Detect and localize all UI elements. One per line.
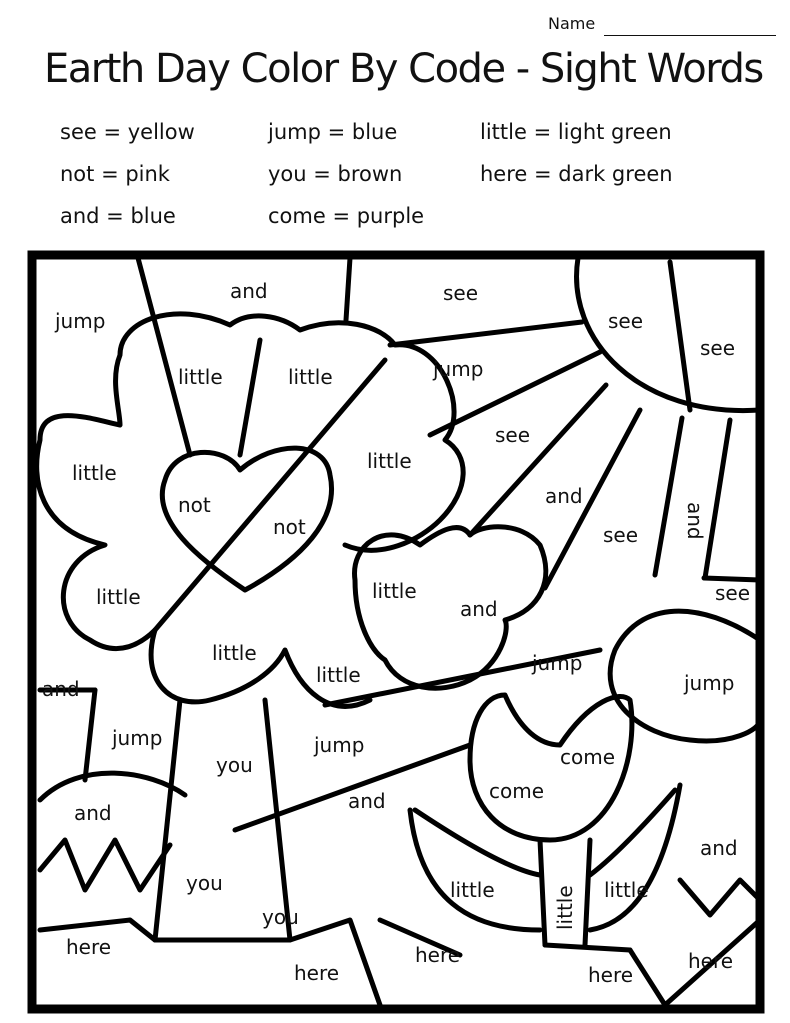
word-label: not <box>178 493 211 517</box>
sun-ray-shape <box>705 420 730 578</box>
line-shape <box>670 262 690 410</box>
word-label: little <box>450 878 495 902</box>
word-label: here <box>688 949 734 973</box>
line-shape <box>346 258 350 320</box>
word-label: little <box>178 365 223 389</box>
line-shape <box>138 258 190 455</box>
word-label: see <box>608 309 644 333</box>
word-label: and <box>545 484 583 508</box>
picture-frame <box>32 255 760 1009</box>
word-label: you <box>262 905 299 929</box>
word-label: and <box>683 502 707 540</box>
word-label: little <box>367 449 412 473</box>
line-shape <box>390 322 582 345</box>
word-label: see <box>603 523 639 547</box>
word-label: little <box>72 461 117 485</box>
word-label: and <box>700 836 738 860</box>
sun-ray-shape <box>655 418 682 575</box>
word-label: jump <box>314 733 365 757</box>
word-label: come <box>489 779 545 803</box>
key-item-and: and = blue <box>60 204 176 228</box>
line-shape <box>545 945 630 950</box>
key-item-here: here = dark green <box>480 162 673 186</box>
word-label: here <box>66 935 112 959</box>
line-shape <box>630 950 665 1005</box>
line-shape <box>240 340 260 455</box>
word-label: little <box>372 579 417 603</box>
word-label: see <box>495 423 531 447</box>
word-label: and <box>74 801 112 825</box>
word-label: and <box>348 789 386 813</box>
word-label: not <box>273 515 306 539</box>
word-label: little <box>212 641 257 665</box>
word-label: little <box>288 365 333 389</box>
key-item-you: you = brown <box>268 162 403 186</box>
name-label: Name <box>548 14 596 33</box>
line-shape <box>704 578 760 580</box>
word-label: little <box>96 585 141 609</box>
word-label: you <box>186 871 223 895</box>
word-label: here <box>415 943 461 967</box>
word-label: jump <box>532 651 583 675</box>
word-label: and <box>42 677 80 701</box>
word-label: little <box>553 885 577 930</box>
word-label: jump <box>433 357 484 381</box>
grass-shape <box>680 880 760 915</box>
word-label: jump <box>112 726 163 750</box>
word-label: here <box>588 963 634 987</box>
word-label: see <box>715 581 751 605</box>
line-shape <box>85 690 95 780</box>
word-label: jump <box>684 671 735 695</box>
key-item-jump: jump = blue <box>268 120 398 144</box>
word-label: see <box>443 281 479 305</box>
word-label: and <box>460 597 498 621</box>
word-label: come <box>560 745 616 769</box>
word-label: you <box>216 753 253 777</box>
key-item-see: see = yellow <box>60 120 195 144</box>
key-item-little: little = light green <box>480 120 672 144</box>
leaf-shape <box>590 785 680 930</box>
leaf-shape <box>590 790 675 875</box>
word-label: little <box>604 878 649 902</box>
word-label: here <box>294 961 340 985</box>
word-label: see <box>700 336 736 360</box>
word-label: and <box>230 279 268 303</box>
page-title: Earth Day Color By Code - Sight Words <box>44 46 763 92</box>
word-label: jump <box>55 309 106 333</box>
key-item-come: come = purple <box>268 204 425 228</box>
word-label: little <box>316 663 361 687</box>
key-item-not: not = pink <box>60 162 170 186</box>
leaf-shape <box>415 810 540 875</box>
